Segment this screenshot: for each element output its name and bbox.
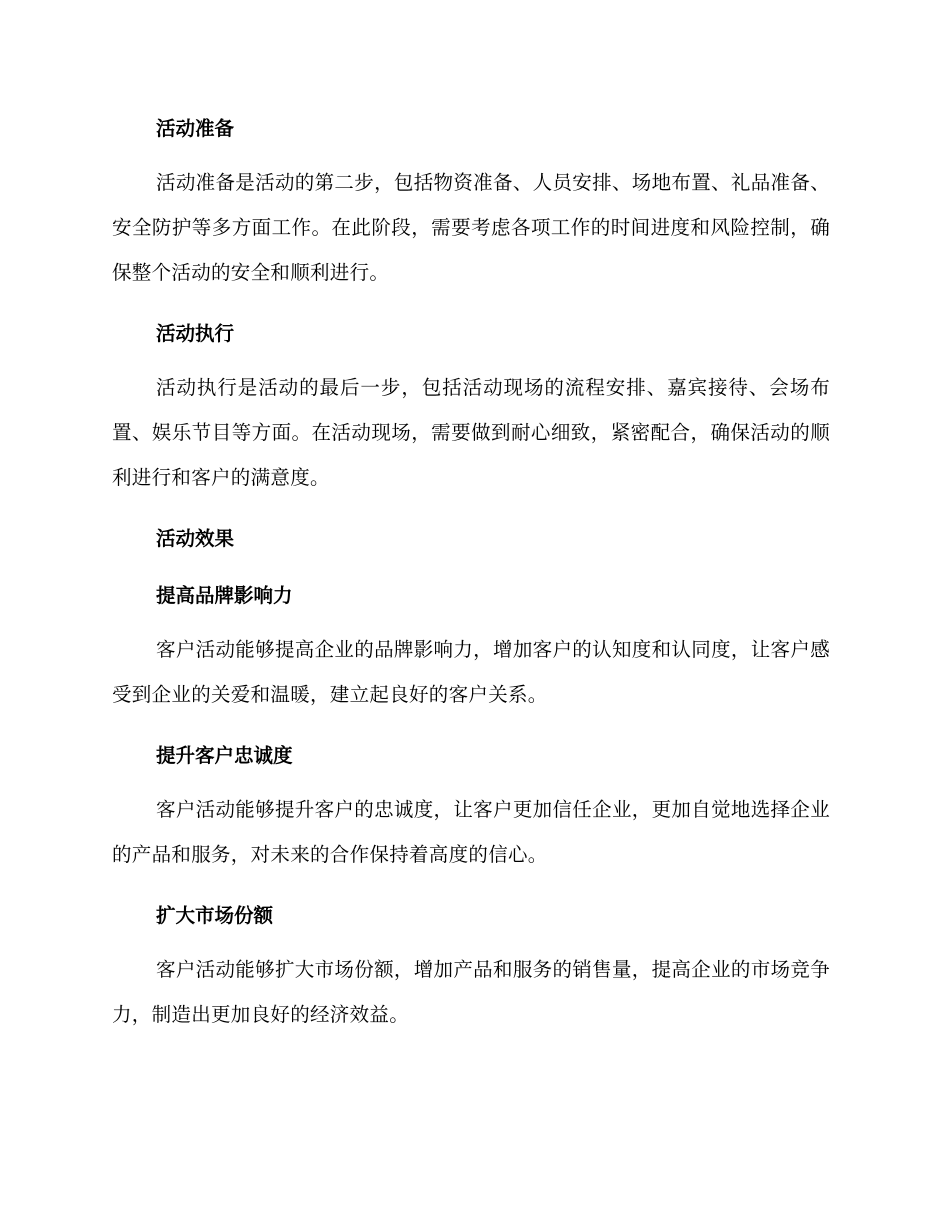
- section-heading-market-share: 扩大市场份额: [156, 904, 274, 927]
- section-heading-activity-preparation: 活动准备: [156, 117, 235, 140]
- section-paragraph-customer-loyalty: 客户活动能够提升客户的忠诚度，让客户更加信任企业，更加自觉地选择企业的产品和服务，对未来的合作保持着高度的信心。: [112, 798, 830, 866]
- section-heading-activity-effect: 活动效果: [156, 527, 235, 550]
- section-heading-activity-execution: 活动执行: [156, 322, 235, 345]
- section-paragraph-activity-preparation: 活动准备是活动的第二步，包括物资准备、人员安排、场地布置、礼品准备、安全防护等多方面工作。在此阶段，需要考虑各项工作的时间进度和风险控制，确保整个活动的安全和顺利进行。: [112, 171, 830, 284]
- section-paragraph-brand-influence: 客户活动能够提高企业的品牌影响力，增加客户的认知度和认同度，让客户感受到企业的关爱和温暖，建立起良好的客户关系。: [112, 638, 830, 706]
- section-paragraph-market-share: 客户活动能够扩大市场份额，增加产品和服务的销售量，提高企业的市场竞争力，制造出更加良好的经济效益。: [112, 958, 830, 1026]
- section-heading-brand-influence: 提高品牌影响力: [156, 584, 293, 607]
- section-heading-customer-loyalty: 提升客户忠诚度: [156, 744, 293, 767]
- document-page: [112, 110, 830, 1037]
- section-paragraph-activity-execution: 活动执行是活动的最后一步，包括活动现场的流程安排、嘉宾接待、会场布置、娱乐节目等方面。在活动现场，需要做到耐心细致，紧密配合，确保活动的顺利进行和客户的满意度。: [112, 376, 830, 489]
